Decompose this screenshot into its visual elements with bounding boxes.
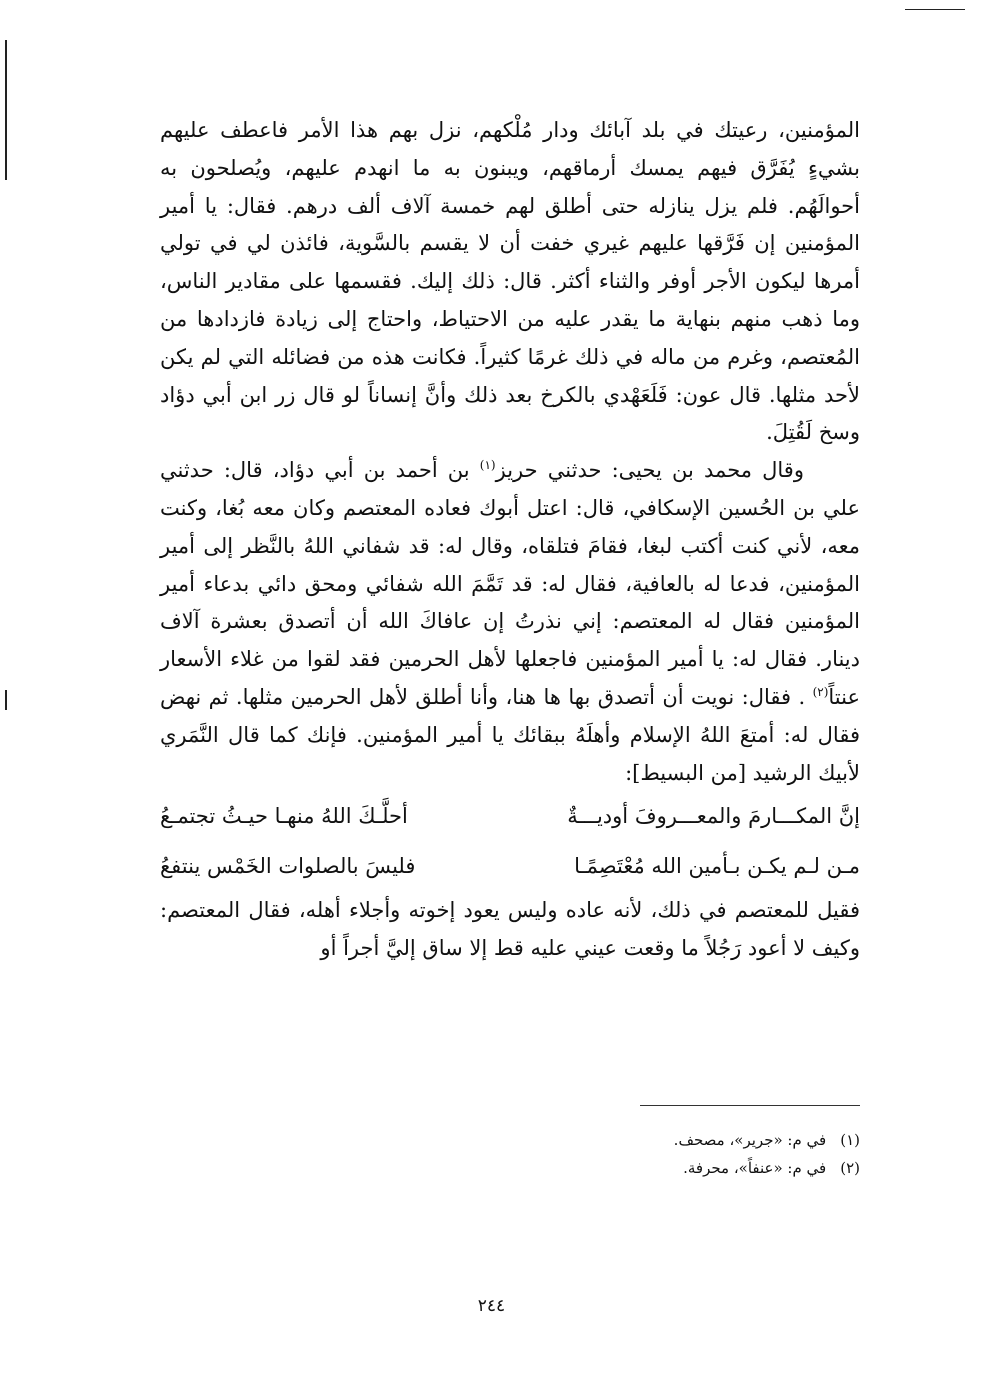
verse-2-second-half: فليسَ بالصلوات الخَمْس ينتفعُ: [160, 854, 416, 879]
footnote-1-text: في م: «جرير»، مصحف.: [673, 1131, 827, 1149]
footnote-ref-1: (١): [479, 458, 496, 473]
footnotes: [160, 1126, 860, 1182]
paragraph-1: المؤمنين، رعيتك في بلد آبائك ودار مُلْكهم، نزل بهم هذا الأمر فاعطف عليهم بشيءٍ يُفَرَّق فيهم يمسك أرماقهم، ويبنون به ما انهدم عليهم، ويُصلحون به أحوالَهُم. فلم يزل ينازله حتى أطلق لهم خمسة آلاف ألف درهم. فقال: يا أمير المؤمنين إن فَرَّقها عليهم غيري خفت أن لا يقسم بالسَّوية، فائذن لي في تولي أمرها ليكون الأجر أوفر والثناء أكثر. قال: ذلك إليك. فقسمها على مقادير الناس، وما ذهب منهم بنهاية ما يقدر عليه من الاحتياط، واحتاج إلى زيادة فازدادها من المُعتصم، وغرم من ماله في ذلك غرمًا كثيراً. فكانت هذه من فضائله التي لم يكن لأحد مثلها. قال عون: فَلَعَهْدي بالكرخ بعد ذلك وأنَّ إنساناً لو قال زر ابن أبي دؤاد وسخ لَقُتِلَ.: [160, 118, 860, 445]
footnote-divider: [640, 1105, 860, 1106]
main-text: [160, 112, 860, 968]
paragraph-2: [160, 452, 860, 792]
verse-1-second-half: أحلَّـكَ اللهُ منهـا حيـثُ تجتمـعُ: [160, 804, 408, 829]
scan-mark-left-edge: [5, 40, 7, 180]
verse-1: [160, 792, 860, 842]
paragraph-2-end: . فقال: نويت أن أتصدق بها ها هنا، وأنا أطلق لأهل الحرمين مثلها. ثم نهض فقال له: أمتعَ اللهُ الإسلام وأهلَهُ ببقائك يا أمير المؤمنين. فإنك كما قال النَّمَري لأبيك الرشيد [من البسيط]:: [160, 684, 860, 785]
page-number: ٢٤٤: [477, 1296, 506, 1316]
footnote-2: [160, 1154, 860, 1182]
paragraph-3: فقيل للمعتصم في ذلك، لأنه عاده وليس يعود إخوته وأجلاء أهله، فقال المعتصم: وكيف لا أعود رَجُلاً ما وقعت عيني عليه قط إلا ساق إليَّ أجراً أو: [160, 898, 860, 961]
verse-1-first-half: إنَّ المكـــارمَ والمعـــروفَ أوديـــةٌ: [567, 804, 860, 829]
paragraph-2-middle: بن أحمد بن أبي دؤاد، قال: حدثني علي بن الحُسين الإسكافي، قال: اعتل أبوك فعاده المعتصم وكان معه بُغا، وكنت معه، لأني كنت أكتب لبغا، فقامَ فتلقاه، وقال له: قد شفاني اللهُ بالنَّظر إلى أمير المؤمنين، فدعا له بالعافية، فقال له: قد تَمَّمَ الله شفائي ومحق دائي بدعاء أمير المؤمنين فقال له المعتصم: إني نذرتُ إن عافاكَ الله أن أتصدق بعشرة آلاف دينار. فقال له: يا أمير المؤمنين فاجعلها لأهل الحرمين فقد لقوا من غلاء الأسعار عنتاً: [160, 458, 860, 709]
footnote-2-text: في م: «عنفاً»، محرفة.: [683, 1159, 827, 1177]
footnote-1: [160, 1126, 860, 1154]
paragraph-2-start: وقال محمد بن يحيى: حدثني حريز: [495, 458, 804, 483]
footnote-2-number: (٢): [840, 1159, 860, 1177]
scan-mark-top-right: [905, 9, 965, 10]
verse-2: [160, 842, 860, 892]
scan-mark-left-edge-lower: [5, 690, 7, 710]
footnote-ref-2: (٢): [812, 684, 829, 699]
footnote-1-number: (١): [840, 1131, 860, 1149]
verse-2-first-half: مـن لـم يكـن بـأمين الله مُعْتَصِمًـا: [574, 854, 860, 879]
